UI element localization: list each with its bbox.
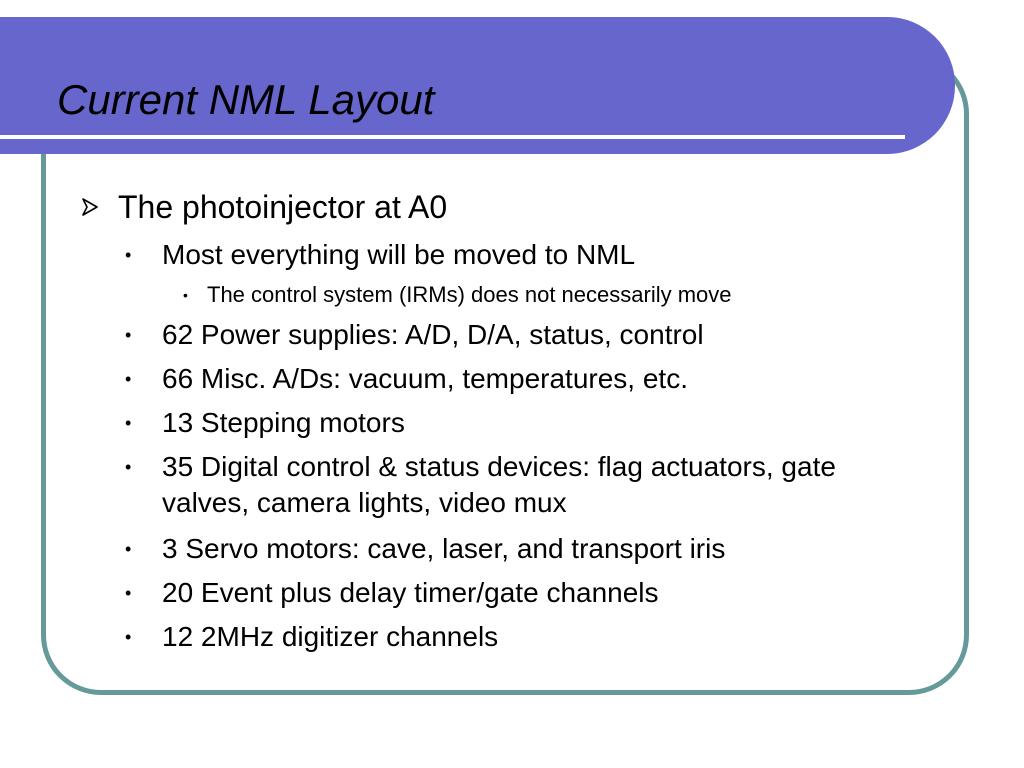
bullet-text: 13 Stepping motors [162,407,405,438]
bullet-item-level2 [80,571,940,615]
dot-bullet-icon: • [125,325,132,345]
bullet-list [80,181,940,659]
bullet-text: 20 Event plus delay timer/gate channels [162,577,659,608]
bullet-item-level2 [80,357,940,401]
dot-bullet-icon: • [125,539,132,559]
dot-bullet-icon: • [183,287,188,303]
bullet-text: 66 Misc. A/Ds: vacuum, temperatures, etc. [162,363,688,394]
title-underline [0,135,905,139]
dot-bullet-icon: • [125,627,132,647]
bullet-item-level1 [80,181,940,233]
bullet-item-level2 [80,527,940,571]
bullet-text: The control system (IRMs) does not necessarily move [207,282,732,307]
dot-bullet-icon: • [125,413,132,433]
bullet-item-level2 [80,615,940,659]
bullet-text: 35 Digital control & status devices: flag actuators, gate valves, camera lights, video mux [162,451,836,518]
bullet-item-level2 [80,313,940,357]
arrow-bullet-icon [82,181,106,216]
bullet-text: 3 Servo motors: cave, laser, and transport iris [162,533,726,564]
bullet-text: Most everything will be moved to NML [162,239,636,270]
dot-bullet-icon: • [125,457,132,477]
dot-bullet-icon: • [125,583,132,603]
bullet-item-level2 [80,401,940,445]
dot-bullet-icon: • [125,369,132,389]
bullet-text: The photoinjector at A0 [118,189,448,225]
bullet-item-level2 [80,233,940,277]
bullet-item-level3 [80,277,940,313]
bullet-item-level2 [80,445,922,527]
slide-title: Current NML Layout [57,76,435,123]
bullet-text: 12 2MHz digitizer channels [162,621,499,652]
bullet-text: 62 Power supplies: A/D, D/A, status, control [162,319,704,350]
dot-bullet-icon: • [125,245,132,265]
